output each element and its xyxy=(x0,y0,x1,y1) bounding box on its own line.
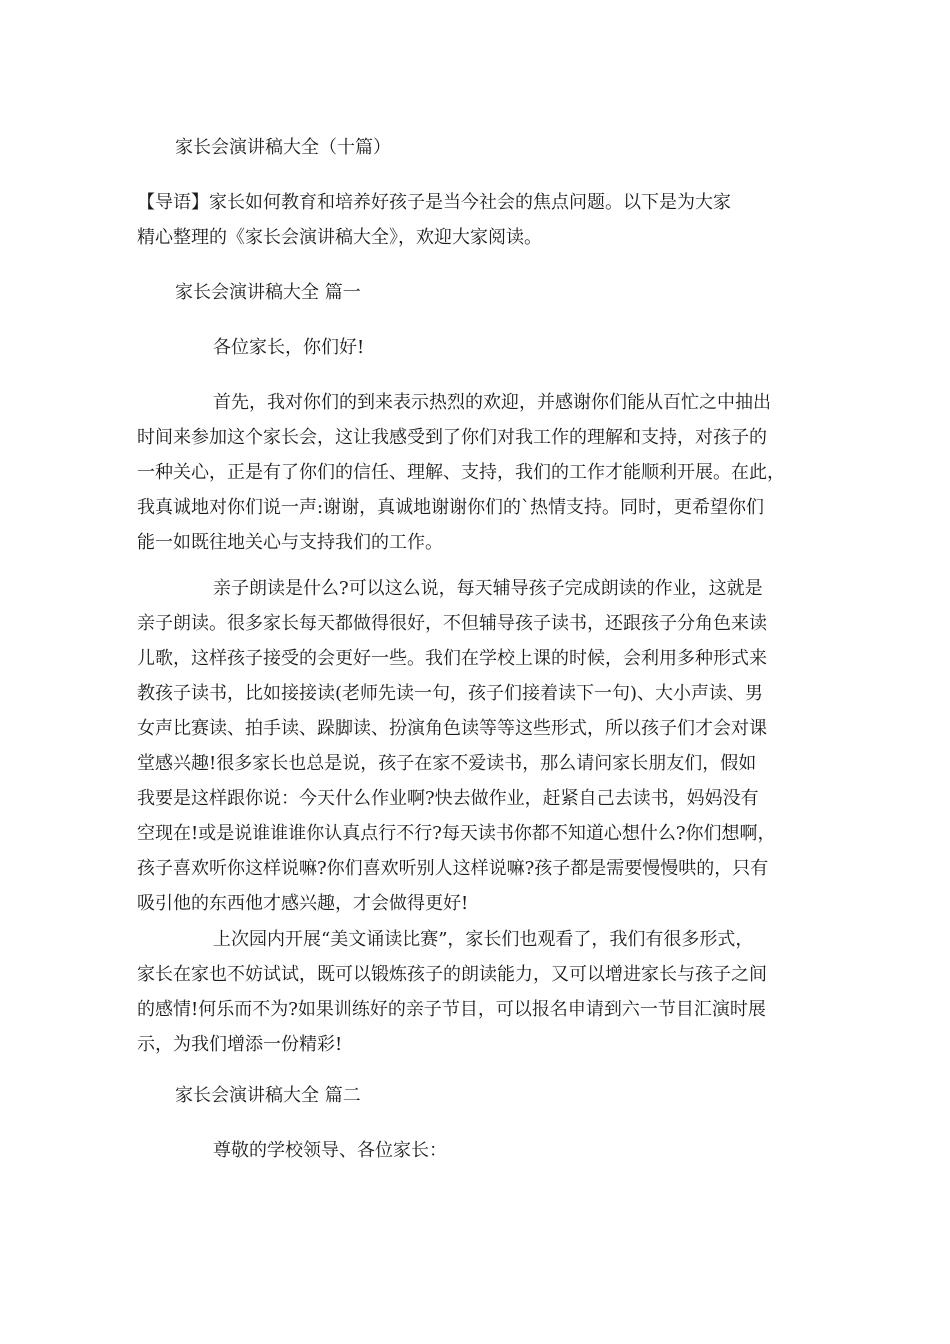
paragraph-line: 能一如既往地关心与支持我们的工作。 xyxy=(137,532,443,553)
intro-line: 精心整理的《家长会演讲稿大全》，欢迎大家阅读。 xyxy=(137,227,542,248)
paragraph-line: 家长在家也不妨试试，既可以锻炼孩子的朗读能力，又可以增进家长与孩子之间 xyxy=(137,964,767,985)
section-heading-1: 家长会演讲稿大全 篇一 xyxy=(175,282,361,303)
section-heading-2: 家长会演讲稿大全 篇二 xyxy=(175,1085,361,1106)
paragraph-line: 堂感兴趣!很多家长也总是说，孩子在家不爱读书，那么请问家长朋友们，假如 xyxy=(137,753,757,774)
paragraph-line: 亲子朗读。很多家长每天都做得很好，不但辅导孩子读书，还跟孩子分角色来读 xyxy=(137,613,767,634)
paragraph-line: 我要是这样跟你说：今天什么作业啊?快去做作业，赶紧自己去读书，妈妈没有 xyxy=(137,788,759,809)
paragraph-line: 一种关心，正是有了你们的信任、理解、支持，我们的工作才能顺利开展。在此， xyxy=(137,462,785,483)
paragraph-line: 我真诚地对你们说一声:谢谢，真诚地谢谢你们的`热情支持。同时，更希望你们 xyxy=(137,497,765,518)
paragraph-line: 示，为我们增添一份精彩! xyxy=(137,1034,343,1055)
paragraph-line: 儿歌，这样孩子接受的会更好一些。我们在学校上课的时候，会利用多种形式来 xyxy=(137,648,767,669)
paragraph-line: 教孩子读书，比如接接读(老师先读一句，孩子们接着读下一句)、大小声读、男 xyxy=(137,683,764,704)
intro-line: 【导语】家长如何教育和培养好孩子是当今社会的焦点问题。以下是为大家 xyxy=(137,192,731,213)
greeting-1: 各位家长，你们好! xyxy=(213,337,365,358)
paragraph-line: 上次园内开展“美文诵读比赛”，家长们也观看了，我们有很多形式， xyxy=(213,929,754,950)
document-title: 家长会演讲稿大全（十篇） xyxy=(175,137,391,158)
paragraph-line: 孩子喜欢听你这样说嘛?你们喜欢听别人这样说嘛?孩子都是需要慢慢哄的，只有 xyxy=(137,858,769,879)
paragraph-line: 时间来参加这个家长会，这让我感受到了你们对我工作的理解和支持，对孩子的 xyxy=(137,427,767,448)
paragraph-line: 吸引他的东西他才感兴趣，才会做得更好! xyxy=(137,893,469,914)
paragraph-line: 亲子朗读是什么?可以这么说，每天辅导孩子完成朗读的作业，这就是 xyxy=(213,578,763,599)
paragraph-line: 空现在!或是说谁谁谁你认真点行不行?每天读书你都不知道心想什么?你们想啊， xyxy=(137,823,776,844)
paragraph-line: 首先，我对你们的到来表示热烈的欢迎，并感谢你们能从百忙之中抽出 xyxy=(213,392,771,413)
greeting-2: 尊敬的学校领导、各位家长： xyxy=(213,1140,447,1161)
paragraph-line: 的感情!何乐而不为?如果训练好的亲子节目，可以报名申请到六一节目汇演时展 xyxy=(137,999,766,1020)
paragraph-line: 女声比赛读、拍手读、跺脚读、扮演角色读等等这些形式，所以孩子们才会对课 xyxy=(137,718,767,739)
